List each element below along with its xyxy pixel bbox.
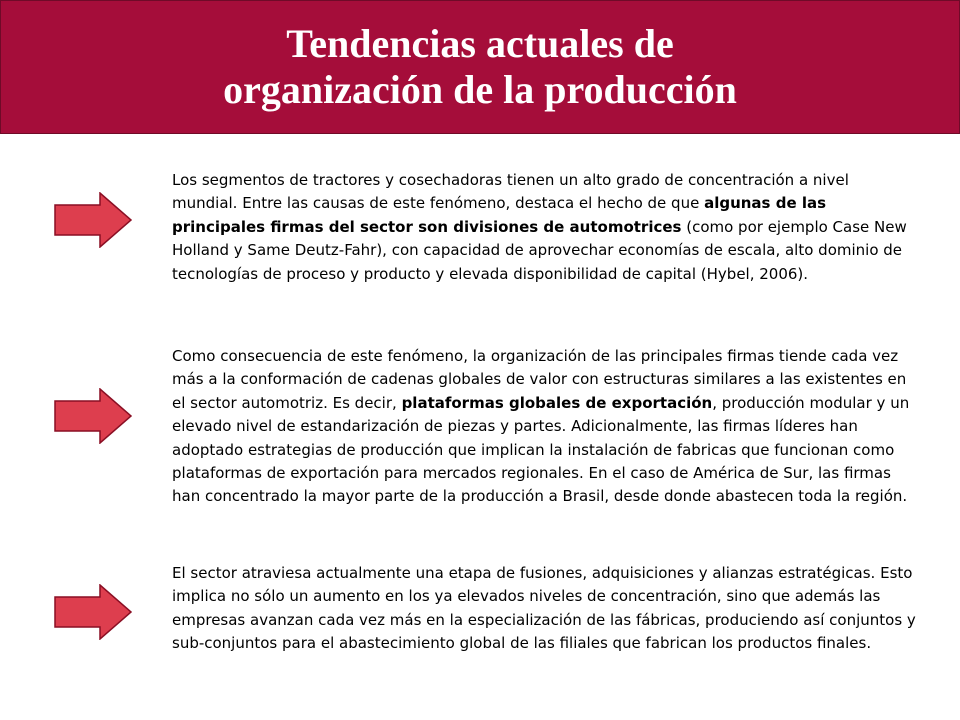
- paragraph-2: Como consecuencia de este fenómeno, la organización de las principales firmas tiende cada vez más a la conformación de cadenas globales de valor con estructuras similares a las existentes en el sector automotriz. Es decir, plataformas globales de exportación, producción modular y un elevado nivel de estandarización de piezas y partes. Adicionalmente, las firmas líderes han adoptado estrategias de producción que implican la instalación de fabricas que funcionan como plataformas de exportación para mercados regionales. En el caso de América de Sur, las firmas han concentrado la mayor parte de la producción a Brasil, desde donde abastecen toda la región.: [172, 347, 910, 506]
- paragraph-2-highlight: plataformas globales de exportación: [401, 393, 713, 412]
- paragraph-1: Los segmentos de tractores y cosechadoras tienen un alto grado de concentración a nivel mundial. Entre las causas de este fenómeno, destaca el hecho de que algunas de las principales firmas del sector son divisiones de automotrices (como por ejemplo Case New Holland y Same Deutz-Fahr), con capacidad de aprovechar economías de escala, alto dominio de tecnologías de proceso y producto y elevada disponibilidad de capital (Hybel, 2006).: [172, 171, 907, 283]
- page-title-line-2: organización de la producción: [223, 67, 737, 112]
- page-title-line-1: Tendencias actuales de: [286, 21, 674, 66]
- right-arrow-icon: [54, 584, 132, 640]
- paragraph-3: El sector atraviesa actualmente una etapa de fusiones, adquisiciones y alianzas estratégicas. Esto implica no sólo un aumento en los ya elevados niveles de concentración, sino que además las empresas avanzan cada vez más en la especialización de las fábricas, produciendo así conjuntos y sub-conjuntos para el abastecimiento global de las filiales que fabrican los productos finales.: [172, 564, 916, 653]
- right-arrow-icon: [54, 388, 132, 444]
- title-band: [0, 0, 960, 134]
- paragraph-1-highlight: algunas de las principales firmas del sector son divisiones de automotrices: [172, 194, 827, 236]
- right-arrow-icon: [54, 192, 132, 248]
